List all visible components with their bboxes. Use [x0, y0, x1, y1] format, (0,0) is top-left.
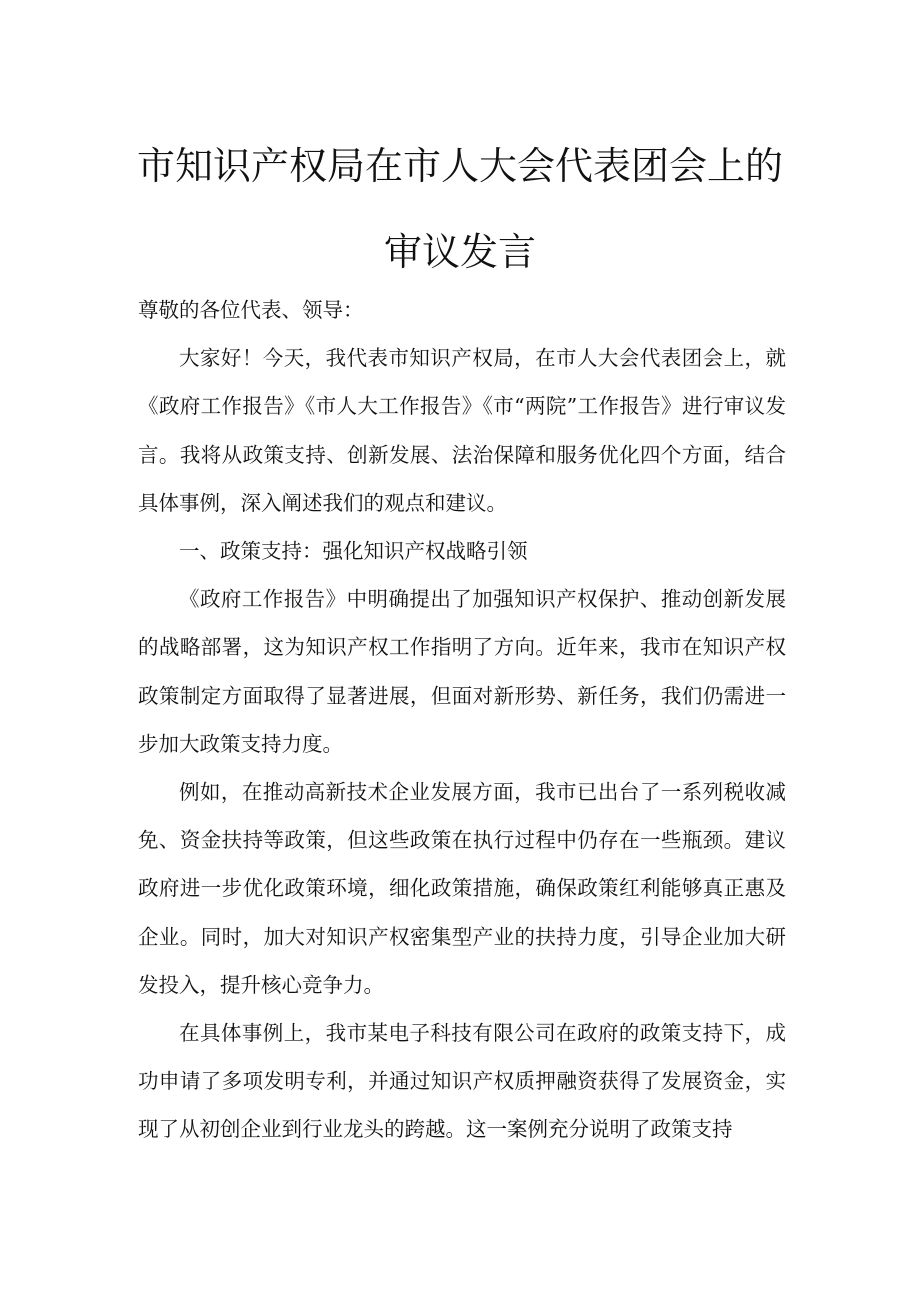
salutation: 尊敬的各位代表、领导：: [138, 298, 364, 322]
paragraph-example-high-tech: 例如，在推动高新技术企业发展方面，我市已出台了一系列税收减免、资金扶持等政策，但这些政策在执行过程中仍存在一些瓶颈。建议政府进一步优化政策环境，细化政策措施，确保政策红利能够真正惠及企业。同时，加大对知识产权密集型产业的扶持力度，引导企业加大研发投入，提升核心竞争力。: [138, 780, 786, 997]
document-title-line-2: 审议发言: [383, 230, 536, 274]
paragraph-case-electronics-company: 在具体事例上，我市某电子科技有限公司在政府的政策支持下，成功申请了多项发明专利，并通过知识产权质押融资获得了发展资金，实现了从初创企业到行业龙头的跨越。这一案例充分说明了政策支持: [138, 1021, 786, 1142]
document-body: [138, 286, 786, 1154]
document-title-line-1: 市知识产权局在市人大会代表团会上的: [136, 144, 783, 188]
paragraph-government-report: 《政府工作报告》中明确提出了加强知识产权保护、推动创新发展的战略部署，这为知识产权工作指明了方向。近年来，我市在知识产权政策制定方面取得了显著进展，但面对新形势、新任务，我们仍需进一步加大政策支持力度。: [138, 587, 786, 756]
section-heading-policy-support: 一、政策支持：强化知识产权战略引领: [179, 539, 528, 564]
paragraph-intro: 大家好！今天，我代表市知识产权局，在市人大会代表团会上，就《政府工作报告》《市人大工作报告》《市“两院”工作报告》进行审议发言。我将从政策支持、创新发展、法治保障和服务优化四个方面，结合具体事例，深入阐述我们的观点和建议。: [138, 346, 786, 515]
